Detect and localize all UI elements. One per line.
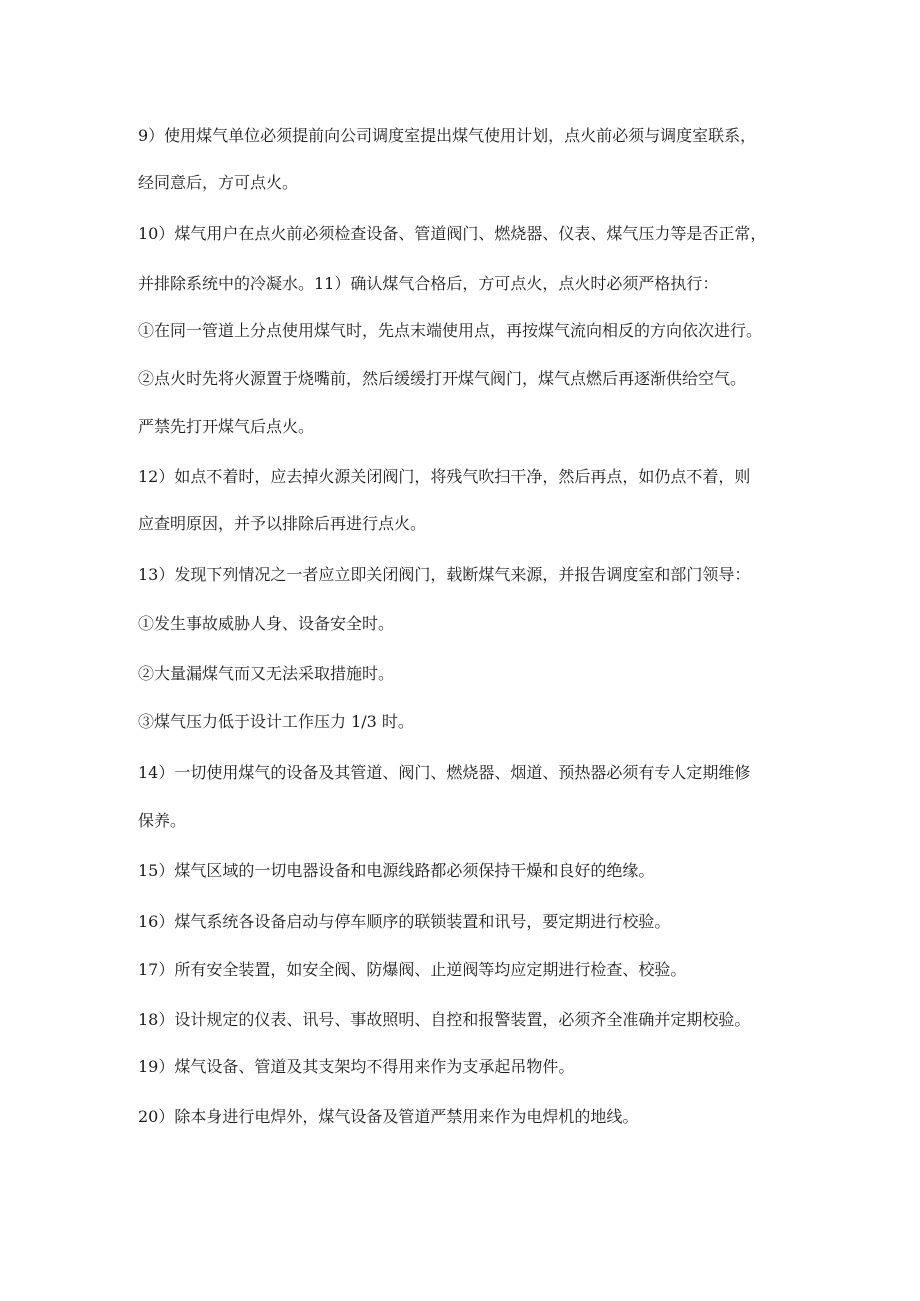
text-line: 9）使用煤气单位必须提前向公司调度室提出煤气使用计划，点火前必须与调度室联系， bbox=[138, 126, 757, 145]
text-line: 经同意后，方可点火。 bbox=[138, 173, 299, 192]
text-line: 15）煤气区域的一切电器设备和电源线路都必须保持干燥和良好的绝缘。 bbox=[138, 861, 655, 880]
text-line: 应查明原因，并予以排除后再进行点火。 bbox=[138, 514, 427, 533]
text-line: 并排除系统中的冷凝水。11）确认煤气合格后，方可点火，点火时必须严格执行： bbox=[138, 274, 719, 293]
text-line: 10）煤气用户在点火前必须检查设备、管道阀门、燃烧器、仪表、煤气压力等是否正常， bbox=[138, 224, 767, 243]
text-line: 保养。 bbox=[138, 811, 187, 830]
text-line: ①在同一管道上分点使用煤气时，先点末端使用点，再按煤气流向相反的方向依次进行。 bbox=[138, 321, 763, 340]
text-line: 严禁先打开煤气后点火。 bbox=[138, 417, 315, 436]
text-line: 17）所有安全装置，如安全阀、防爆阀、止逆阀等均应定期进行检查、校验。 bbox=[138, 960, 687, 979]
text-line: 20）除本身进行电焊外，煤气设备及管道严禁用来作为电焊机的地线。 bbox=[138, 1107, 639, 1126]
text-line: 18）设计规定的仪表、讯号、事故照明、自控和报警装置，必须齐全准确并定期校验。 bbox=[138, 1010, 751, 1029]
text-line: ①发生事故威胁人身、设备安全时。 bbox=[138, 614, 395, 633]
text-line: ②点火时先将火源置于烧嘴前，然后缓缓打开煤气阀门，煤气点燃后再逐渐供给空气。 bbox=[138, 369, 747, 388]
text-line: 16）煤气系统各设备启动与停车顺序的联锁装置和讯号，要定期进行校验。 bbox=[138, 912, 671, 931]
text-line: 12）如点不着时，应去掉火源关闭阀门，将残气吹扫干净，然后再点，如仍点不着，则 bbox=[138, 467, 751, 486]
text-line: 14）一切使用煤气的设备及其管道、阀门、燃烧器、烟道、预热器必须有专人定期维修 bbox=[138, 763, 751, 782]
text-line: 19）煤气设备、管道及其支架均不得用来作为支承起吊物件。 bbox=[138, 1057, 575, 1076]
text-line: 13）发现下列情况之一者应立即关闭阀门，载断煤气来源，并报告调度室和部门领导： bbox=[138, 565, 751, 584]
text-line: ②大量漏煤气而又无法采取措施时。 bbox=[138, 664, 395, 683]
text-line: ③煤气压力低于设计工作压力 1/3 时。 bbox=[138, 712, 414, 731]
